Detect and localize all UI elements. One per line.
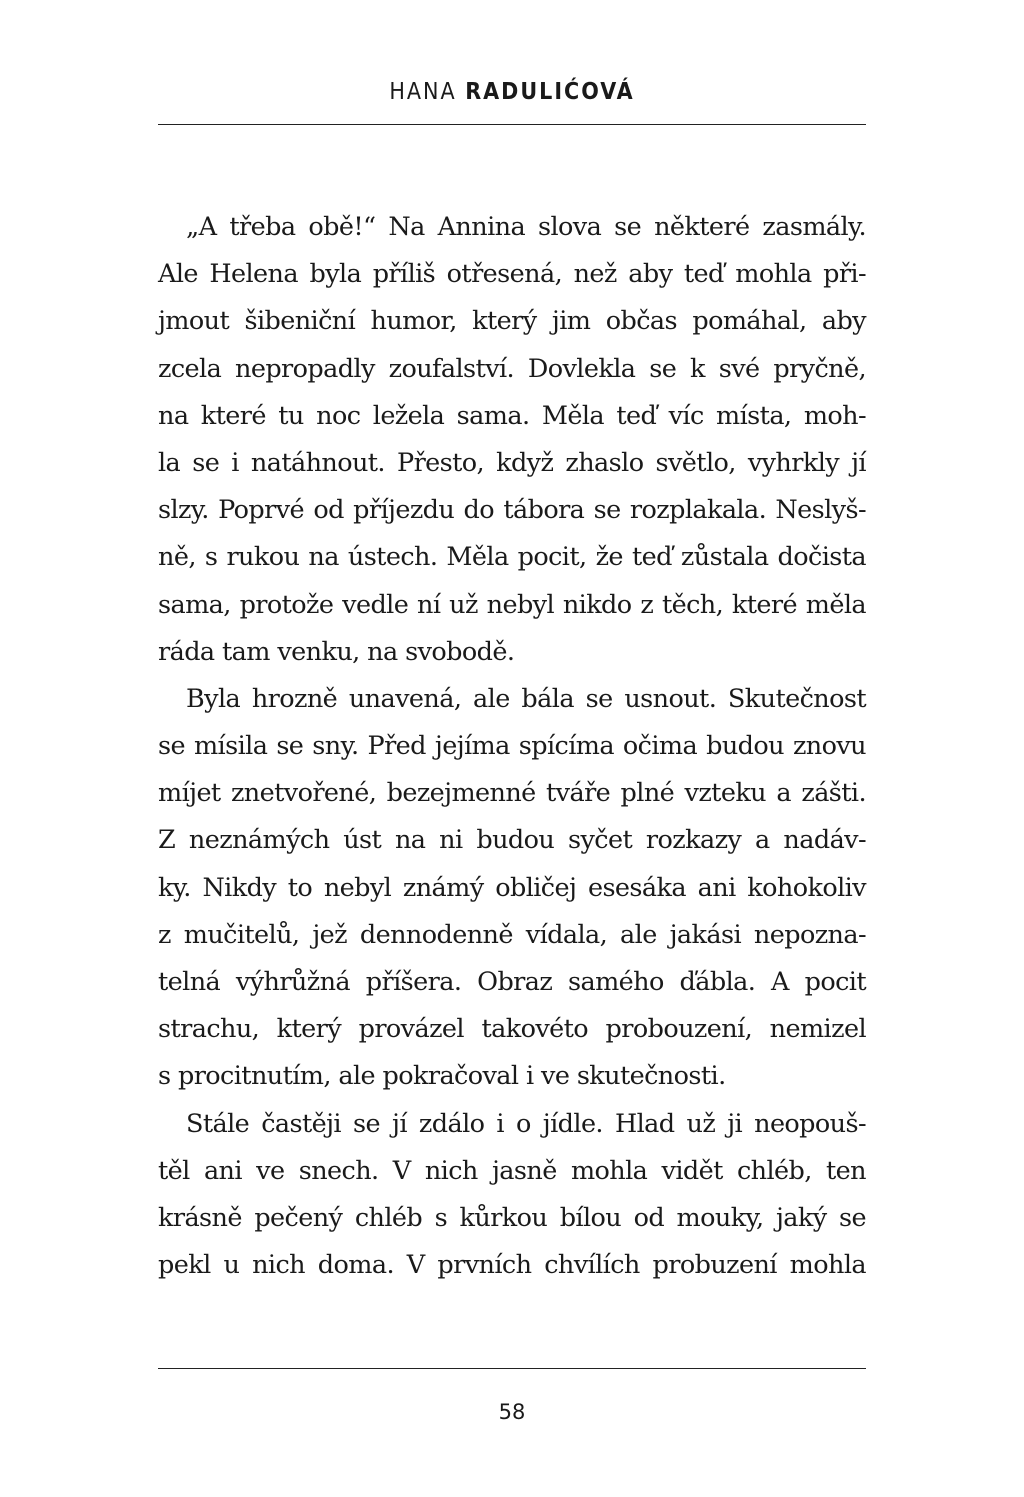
author-last-name: RADULIĆOVÁ bbox=[465, 79, 635, 105]
page-number: 58 bbox=[498, 1400, 526, 1424]
text-line: těl ani ve snech. V nich jasně mohla vidět chléb, ten bbox=[158, 1155, 866, 1186]
footer-rule bbox=[158, 1368, 866, 1369]
body-text bbox=[158, 204, 866, 1289]
text-line: la se i natáhnout. Přesto, když zhaslo světlo, vyhrkly jí bbox=[158, 447, 866, 478]
text-line: sama, protože vedle ní už nebyl nikdo z těch, které měla bbox=[158, 589, 866, 620]
running-head bbox=[0, 78, 1024, 106]
text-line: ně, s rukou na ústech. Měla pocit, že teď zůstala dočista bbox=[158, 542, 866, 573]
text-line: slzy. Poprvé od příjezdu do tábora se rozplakala. Neslyš- bbox=[158, 495, 866, 526]
text-line: Stále častěji se jí zdálo i o jídle. Hlad už ji neopouš- bbox=[186, 1108, 866, 1139]
text-line: Byla hrozně unavená, ale bála se usnout. Skutečnost bbox=[186, 683, 866, 714]
header-rule bbox=[158, 124, 866, 125]
text-line: Ale Helena byla příliš otřesená, než aby teď mohla při- bbox=[158, 259, 866, 290]
text-line: telná výhrůžná příšera. Obraz samého ďábla. A pocit bbox=[158, 967, 866, 997]
author-first-name: HANA bbox=[389, 79, 457, 105]
text-line: Z neznámých úst na ni budou syčet rozkazy a nadáv- bbox=[158, 825, 866, 856]
text-line: jmout šibeniční humor, který jim občas pomáhal, aby bbox=[158, 306, 866, 337]
text-line: ráda tam venku, na svobodě. bbox=[158, 636, 515, 667]
text-line: zcela nepropadly zoufalství. Dovlekla se k své pryčně, bbox=[158, 353, 866, 384]
text-line: míjet znetvořené, bezejmenné tváře plné vzteku a zášti. bbox=[158, 778, 866, 809]
text-line: na které tu noc ležela sama. Měla teď víc místa, moh- bbox=[158, 400, 866, 431]
text-line: „A třeba obě!“ Na Annina slova se některé zasmály. bbox=[186, 212, 866, 242]
text-line: krásně pečený chléb s kůrkou bílou od mouky, jaký se bbox=[158, 1202, 866, 1233]
text-line: pekl u nich doma. V prvních chvílích probuzení mohla bbox=[158, 1250, 866, 1281]
text-line: z mučitelů, jež dennodenně vídala, ale jakási nepozna- bbox=[158, 919, 866, 950]
text-line: s procitnutím, ale pokračoval i ve skutečnosti. bbox=[158, 1061, 726, 1092]
text-line: ky. Nikdy to nebyl známý obličej esesáka ani kohokoliv bbox=[158, 872, 866, 903]
text-line: strachu, který provázel takovéto probouzení, nemizel bbox=[158, 1014, 866, 1045]
text-line: se mísila se sny. Před jejíma spícíma očima budou znovu bbox=[158, 731, 866, 762]
